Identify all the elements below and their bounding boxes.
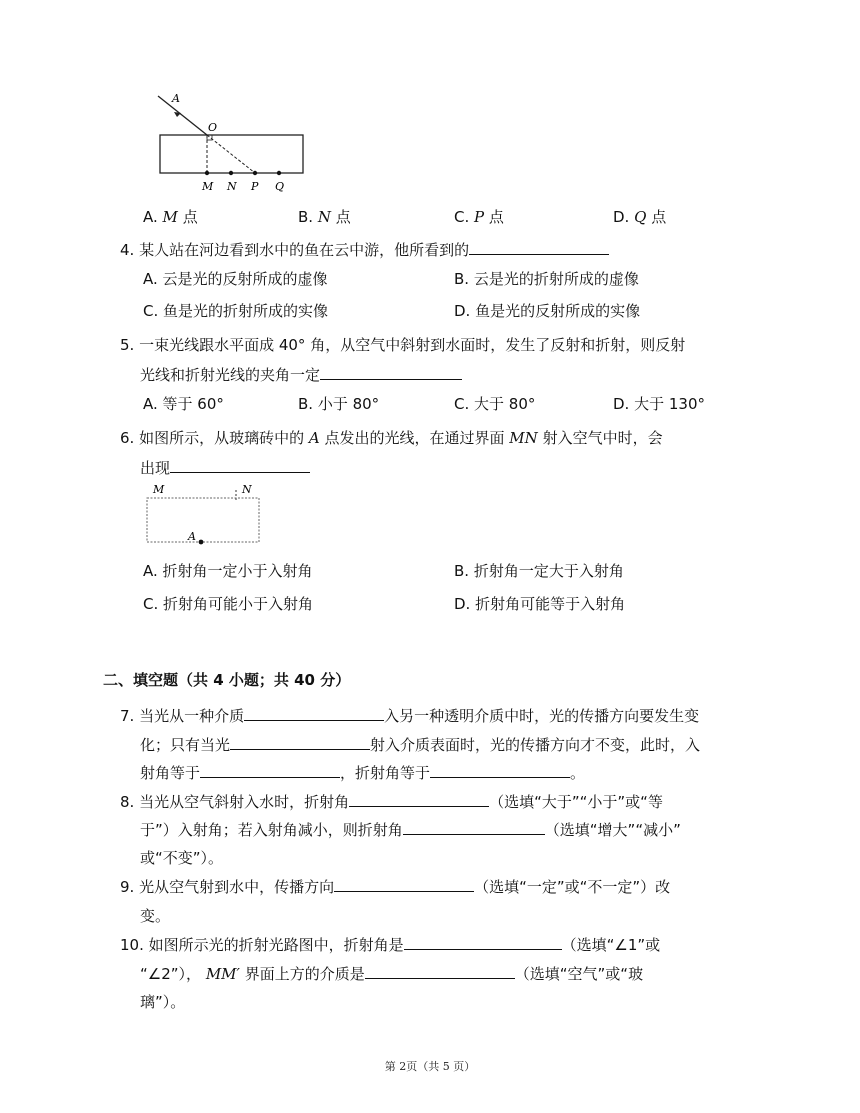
q5-option-c: C. 大于 80° (454, 395, 536, 413)
page-footer: 第 2页（共 5 页） (384, 1060, 476, 1073)
q10-line1: 10. 如图所示光的折射光路图中，折射角是 （选填“∠1”或 (120, 936, 661, 954)
answer-blank (200, 763, 340, 778)
q4-stem: 4. 某人站在河边看到水中的鱼在云中游，他所看到的 (120, 239, 609, 260)
q5-line1: 5. 一束光线跟水平面成 40° 角，从空气中斜射到水面时，发生了反射和折射，则反射 (120, 336, 686, 354)
glass-block-figure (135, 478, 275, 548)
q7-line3: 射角等于 ，折射角等于 。 (140, 764, 586, 782)
q6-line2: 出现 (140, 457, 310, 478)
answer-blank (230, 735, 370, 750)
q3-option-b: B. N 点 (298, 208, 351, 226)
answer-blank (404, 935, 562, 950)
label-N: N (227, 180, 237, 193)
q3-option-d: D. Q 点 (613, 208, 667, 226)
q6-option-d: D. 折射角可能等于入射角 (454, 595, 626, 613)
answer-blank (170, 458, 310, 473)
answer-blank (349, 792, 489, 807)
refraction-figure-1 (150, 88, 310, 196)
label-M: M (202, 180, 214, 193)
q4-option-c: C. 鱼是光的折射所成的实像 (143, 302, 329, 320)
q9-line2: 变。 (140, 907, 171, 925)
answer-blank (403, 820, 545, 835)
q5-option-b: B. 小于 80° (298, 395, 380, 413)
q9-line1: 9. 光从空气射到水中，传播方向 （选填“一定”或“不一定”）改 (120, 878, 671, 896)
answer-blank (334, 877, 474, 892)
label-Q: Q (275, 180, 285, 193)
q10-line2: “∠2”）， MM′ 界面上方的介质是 （选填“空气”或“玻 (140, 965, 644, 983)
q6-option-a: A. 折射角一定小于入射角 (143, 562, 313, 580)
q5-option-a: A. 等于 60° (143, 395, 224, 413)
q6-line1: 6. 如图所示，从玻璃砖中的 A 点发出的光线，在通过界面 MN 射入空气中时，会 (120, 429, 663, 447)
q8-line3: 或“不变”）。 (140, 849, 224, 867)
section-title: 二、填空题（共 4 小题；共 40 分） (103, 671, 351, 689)
q7-line1: 7. 当光从一种介质 入另一种透明介质中时，光的传播方向要发生变 (120, 707, 700, 725)
q3-option-c: C. P 点 (454, 208, 504, 226)
q4-option-b: B. 云是光的折射所成的虚像 (454, 270, 639, 288)
label-P: P (251, 180, 259, 193)
label-N: N (242, 483, 252, 496)
answer-blank (244, 706, 384, 721)
q7-line2: 化；只有当光 射入介质表面时，光的传播方向才不变，此时，入 (140, 736, 701, 754)
q5-line2: 光线和折射光线的夹角一定 (140, 364, 462, 385)
q10-line3: 璃”）。 (140, 993, 186, 1011)
answer-blank (469, 240, 609, 255)
answer-blank (430, 763, 570, 778)
q6-option-b: B. 折射角一定大于入射角 (454, 562, 624, 580)
q4-option-d: D. 鱼是光的反射所成的实像 (454, 302, 641, 320)
label-M: M (153, 483, 165, 496)
answer-blank (320, 365, 462, 380)
label-A: A (172, 92, 180, 105)
q4-option-a: A. 云是光的反射所成的虚像 (143, 270, 328, 288)
q8-line2: 于”）入射角；若入射角减小，则折射角 （选填“增大”“减小” (140, 821, 681, 839)
q6-option-c: C. 折射角可能小于入射角 (143, 595, 314, 613)
label-O: O (208, 121, 218, 134)
q8-line1: 8. 当光从空气斜射入水时，折射角 （选填“大于”“小于”或“等 (120, 793, 663, 811)
answer-blank (365, 964, 515, 979)
q5-option-d: D. 大于 130° (613, 395, 705, 413)
q3-option-a: A. M 点 (143, 208, 198, 226)
label-A: A (188, 530, 196, 543)
